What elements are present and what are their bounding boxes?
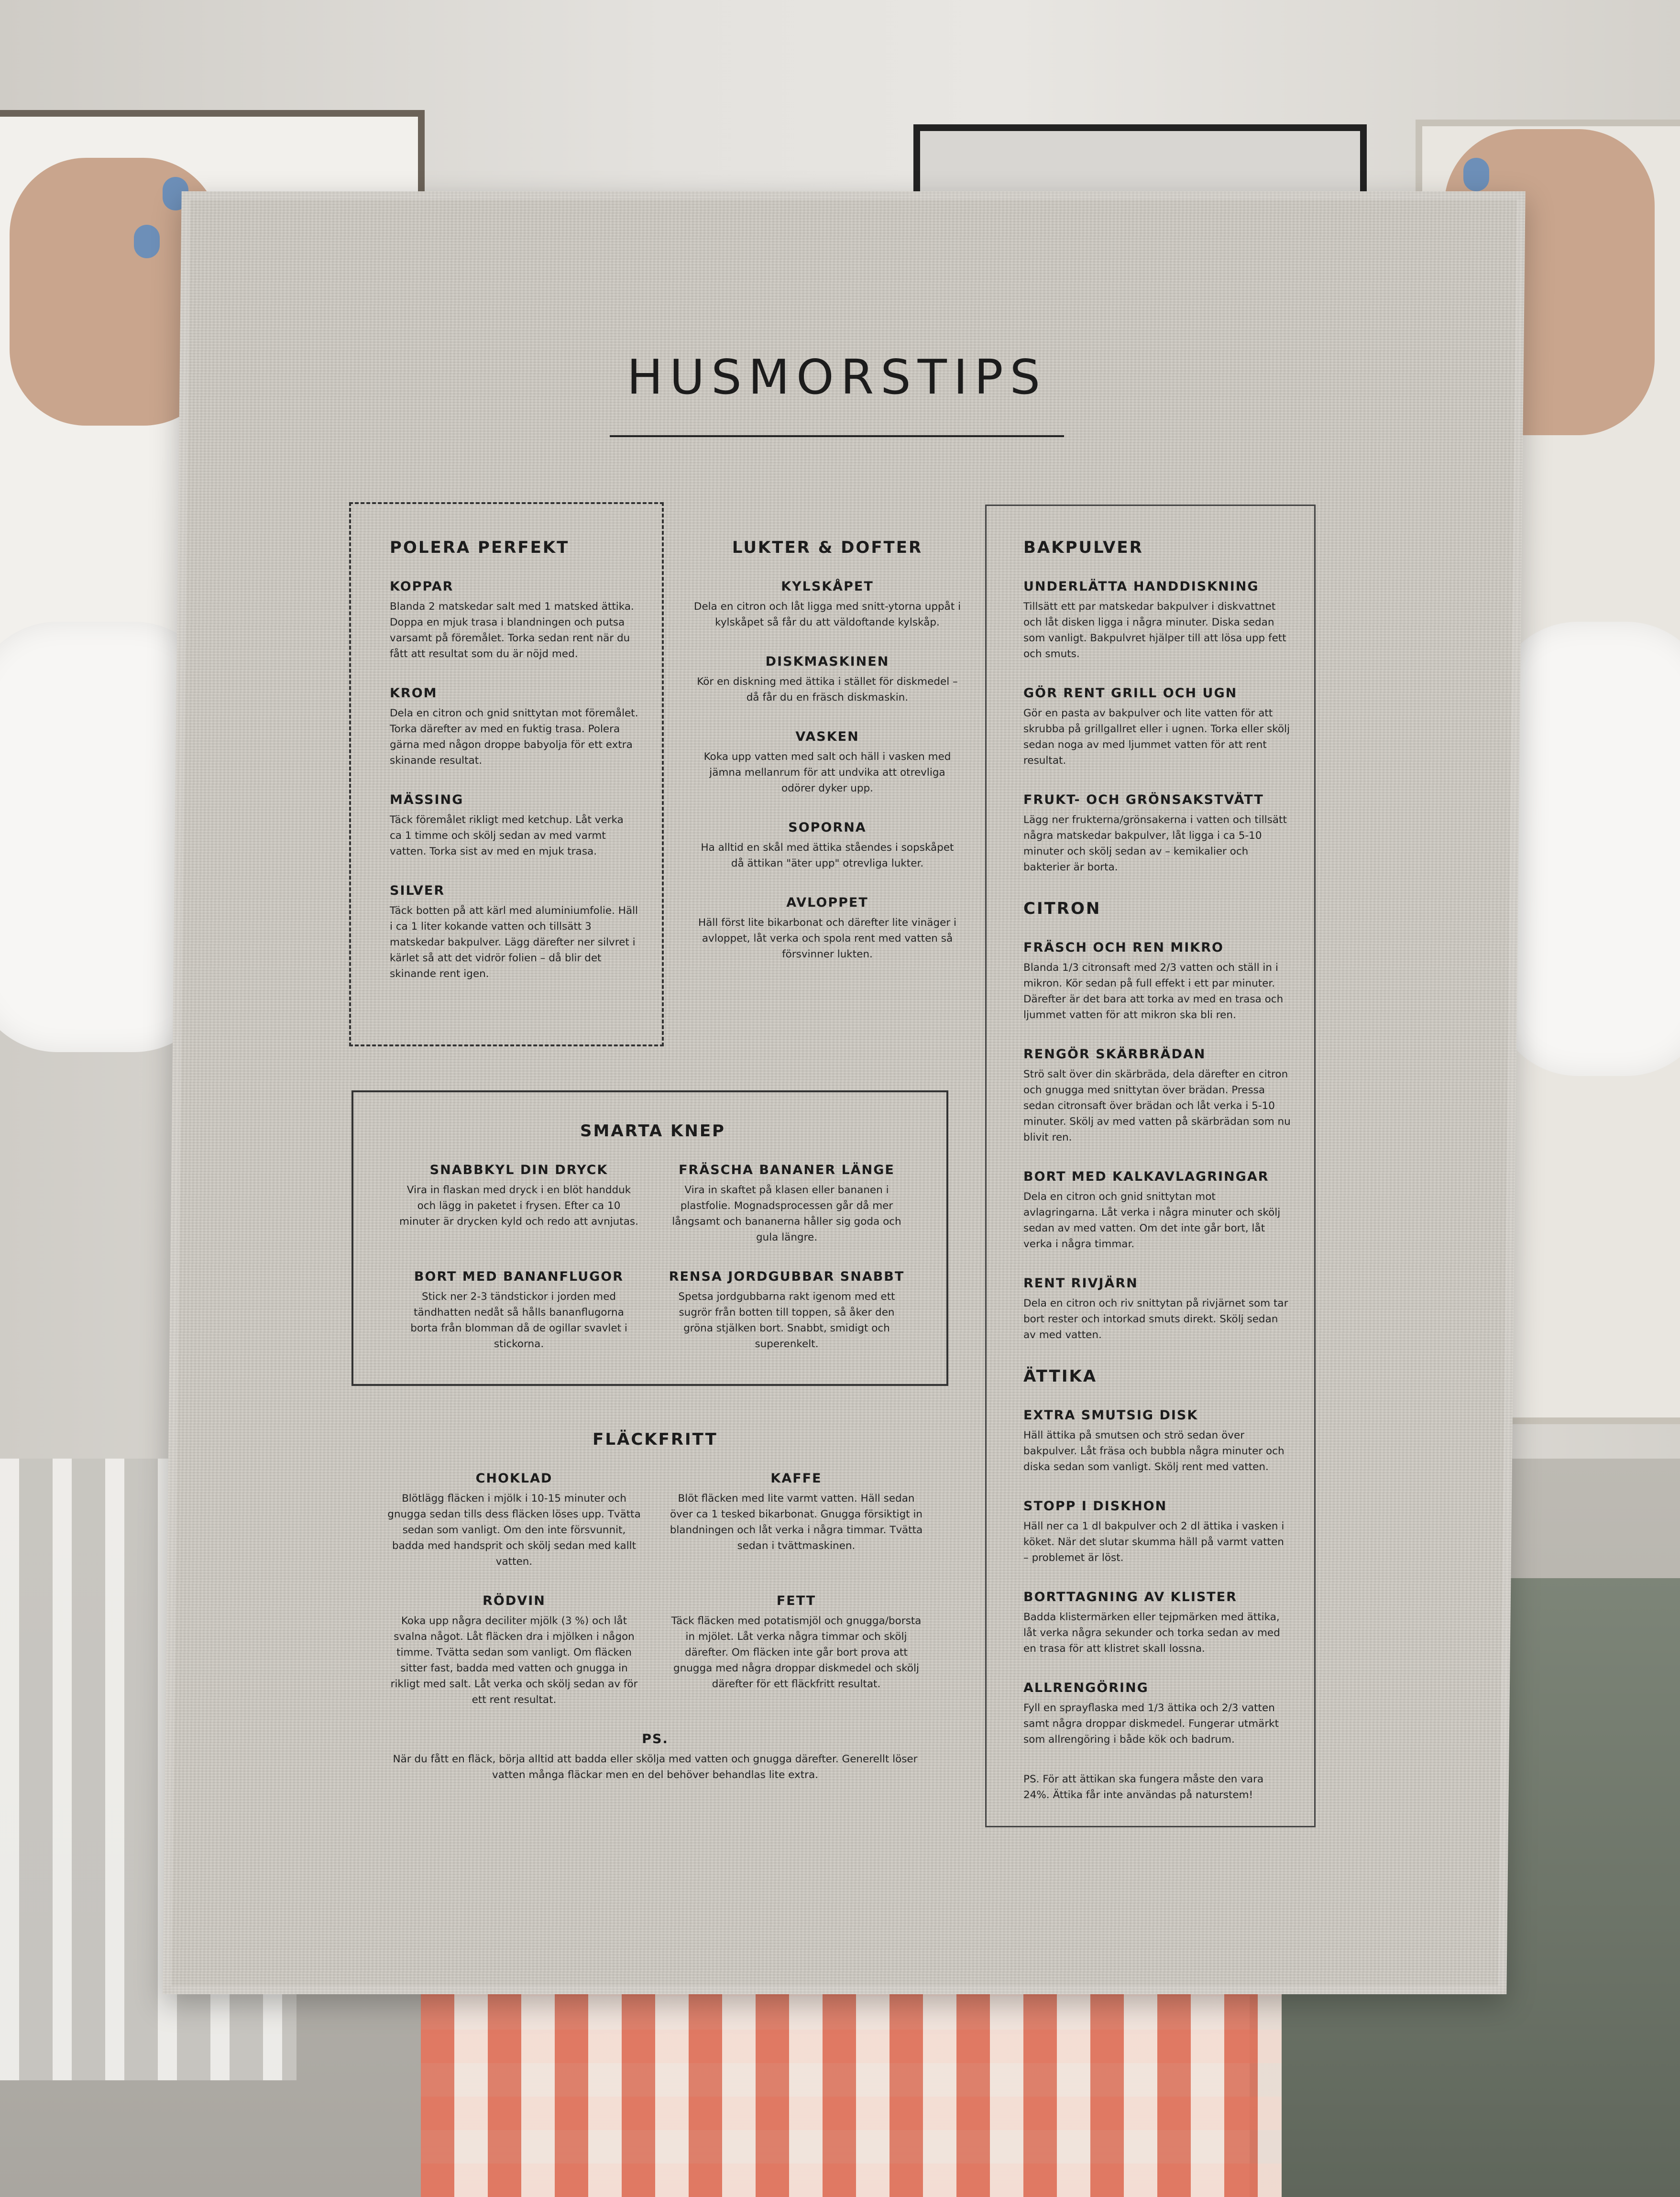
- page-title: HUSMORSTIPS: [626, 349, 1047, 405]
- item-text: Strö salt över din skärbräda, dela därefter en citron och gnugga med snittytan över brädan. Pressa sedan citronsaft över brädan och låt verka i 5-10 minuter. Skölj av med vatten på skärbrädan som nu blivit ren.: [1023, 1068, 1291, 1143]
- lukter-section: [693, 538, 961, 986]
- smarta-item: [399, 1269, 638, 1376]
- polera-item: [390, 686, 638, 769]
- attika-ps: PS. För att ättikan ska fungera måste den vara 24%. Ättika får inte användas på naturstem!: [1023, 1773, 1264, 1801]
- bakpulver-item: [1023, 792, 1291, 875]
- section-heading: CITRON: [1023, 899, 1101, 918]
- item-text: Kör en diskning med ättika i stället för diskmedel – då får du en fräsch diskmaskin.: [697, 676, 958, 703]
- item-text: Häll först lite bikarbonat och därefter lite vinäger i avloppet, låt verka och spola rent med vatten så försvinner lukten.: [698, 917, 956, 960]
- item-title: FRÄSCHA BANANER LÄNGE: [679, 1163, 895, 1177]
- item-title: FETT: [776, 1593, 816, 1608]
- smarta-item: [667, 1269, 906, 1376]
- item-title: SNABBKYL DIN DRYCK: [429, 1163, 608, 1177]
- title-underline: [610, 435, 1064, 437]
- polera-item: [390, 883, 638, 982]
- lukter-item: [693, 579, 961, 630]
- right-sleeve: [1492, 622, 1680, 1076]
- smarta-grid: [399, 1163, 906, 1376]
- section-heading: POLERA PERFEKT: [390, 538, 570, 557]
- item-title: CHOKLAD: [475, 1471, 553, 1486]
- lukter-item: [693, 654, 961, 705]
- citron-item: [1023, 940, 1291, 1023]
- flack-item: [670, 1593, 923, 1732]
- right-column: [1023, 538, 1291, 1827]
- flack-item: [387, 1471, 641, 1593]
- flack-ps: [387, 1732, 923, 1783]
- item-title: SILVER: [390, 883, 445, 898]
- smarta-item: [667, 1163, 906, 1269]
- section-heading: FLÄCKFRITT: [593, 1430, 718, 1449]
- ps-text: När du fått en fläck, börja alltid att badda eller skölja med vatten och gnugga därefter. Generellt löser vatten många fläckar men en del behöver behandlas lite extra.: [393, 1753, 918, 1781]
- lukter-item: [693, 895, 961, 962]
- item-text: Blöt fläcken med lite varmt vatten. Häll sedan över ca 1 tesked bikarbonat. Gnugga försiktigt in blandningen och låt verka i några timmar. Tvätta sedan i tvättmaskinen.: [670, 1493, 923, 1552]
- flack-item: [387, 1593, 641, 1732]
- attika-item: [1023, 1590, 1291, 1657]
- item-title: BORT MED KALKAVLAGRINGAR: [1023, 1169, 1269, 1184]
- citron-item: [1023, 1047, 1291, 1145]
- bakpulver-item: [1023, 686, 1291, 769]
- section-heading: LUKTER & DOFTER: [732, 538, 923, 557]
- lukter-item: [693, 729, 961, 796]
- item-title: FRÄSCH OCH REN MIKRO: [1023, 940, 1224, 955]
- item-text: Lägg ner frukterna/grönsakerna i vatten och tillsätt några matskedar bakpulver, låt ligga i ca 5-10 minuter och skölj sedan av – kemikalier och bakterier är borta.: [1023, 814, 1287, 873]
- item-title: KOPPAR: [390, 579, 454, 594]
- polera-item: [390, 792, 638, 859]
- flack-grid: [387, 1471, 923, 1732]
- item-text: Blanda 2 matskedar salt med 1 matsked ättika. Doppa en mjuk trasa i blandningen och putsa varsamt på föremålet. Torka sedan rent när du fått att resultat som du är nöjd med.: [390, 601, 634, 660]
- fingernail-icon: [1463, 158, 1489, 191]
- item-title: BORTTAGNING AV KLISTER: [1023, 1590, 1237, 1604]
- gingham-skirt: [421, 1970, 1282, 2197]
- smarta-item: [399, 1163, 638, 1269]
- section-heading: BAKPULVER: [1023, 538, 1143, 557]
- item-text: Koka upp vatten med salt och häll i vasken med jämna mellanrum för att undvika att otrevliga odörer dyker upp.: [703, 751, 951, 794]
- item-title: VASKEN: [795, 729, 859, 744]
- item-title: BORT MED BANANFLUGOR: [414, 1269, 624, 1284]
- ps-title: PS.: [642, 1732, 669, 1747]
- item-title: STOPP I DISKHON: [1023, 1499, 1167, 1514]
- item-text: Täck fläcken med potatismjöl och gnugga/borsta in mjölet. Låt verka några timmar och skölj därefter. Om fläcken inte går bort prova att gnugga med några droppar diskmedel och skölj därefter för ett fläckfritt resultat.: [671, 1615, 922, 1690]
- item-title: EXTRA SMUTSIG DISK: [1023, 1408, 1198, 1423]
- citron-item: [1023, 1276, 1291, 1343]
- item-title: ALLRENGÖRING: [1023, 1681, 1149, 1695]
- item-title: RENT RIVJÄRN: [1023, 1276, 1138, 1291]
- flack-item: [670, 1471, 923, 1593]
- item-text: Dela en citron och gnid snittytan mot föremålet. Torka därefter av med en fuktig trasa. Polera gärna med någon droppe babyolja för ett extra skinande resultat.: [390, 707, 638, 767]
- attika-item: [1023, 1681, 1291, 1747]
- attika-item: [1023, 1499, 1291, 1566]
- item-text: Vira in flaskan med dryck i en blöt handduk och lägg in paketet i frysen. Efter ca 10 minuter är drycken kyld och redo att avnjutas.: [399, 1184, 638, 1228]
- fingernail-icon: [134, 225, 160, 258]
- item-text: Badda klistermärken eller tejpmärken med ättika, låt verka några sekunder och torka sedan av med en trasa för att klistret skall lossna.: [1023, 1611, 1280, 1655]
- item-text: Dela en citron och låt ligga med snitt-ytorna uppåt i kylskåpet så får du att väldoftande kylskåp.: [693, 601, 961, 628]
- item-text: Täck föremålet rikligt med ketchup. Låt verka ca 1 timme och skölj sedan av med varmt vatten. Torka sist av med en mjuk trasa.: [390, 814, 624, 857]
- item-title: UNDERLÄTTA HANDDISKNING: [1023, 579, 1259, 594]
- item-title: DISKMASKINEN: [765, 654, 889, 669]
- item-text: Stick ner 2-3 tändstickor i jorden med tändhatten nedåt så hålls bananflugorna borta från blomman då de ogillar svavlet i stickorna.: [410, 1291, 627, 1350]
- item-text: Tillsätt ett par matskedar bakpulver i diskvattnet och låt disken ligga i några minuter. Diska sedan som vanligt. Bakpulvret hjälper till att lösa upp fett och smuts.: [1023, 601, 1286, 660]
- smarta-section: [399, 1121, 906, 1376]
- item-title: KAFFE: [770, 1471, 822, 1486]
- section-heading: SMARTA KNEP: [580, 1121, 725, 1141]
- item-title: KYLSKÅPET: [781, 579, 874, 594]
- polera-item: [390, 579, 638, 662]
- item-text: Dela en citron och gnid snittytan mot avlagringarna. Låt verka i några minuter och skölj sedan av med vatten. Om det inte går bort, låt verka i några timmar.: [1023, 1191, 1281, 1250]
- item-text: Häll ättika på smutsen och strö sedan över bakpulver. Låt fräsa och bubbla några minuter och diska sedan som vanligt. Skölj rent med vatten.: [1023, 1429, 1285, 1473]
- item-title: MÄSSING: [390, 792, 464, 807]
- item-title: SOPORNA: [788, 820, 867, 835]
- item-title: RÖDVIN: [483, 1593, 546, 1608]
- item-text: Koka upp några deciliter mjölk (3 %) och låt svalna något. Låt fläcken dra i mjölken i någon timme. Tvätta sedan som vanligt. Om fläcken sitter fast, badda med vatten och gnugga in rikligt med salt. Låt verka och skölj sedan av för ett rent resultat.: [390, 1615, 638, 1706]
- item-text: Fyll en sprayflaska med 1/3 ättika och 2/3 vatten samt några droppar diskmedel. Fungerar utmärkt som allrengöring i både kök och badrum.: [1023, 1702, 1279, 1746]
- item-text: Spetsa jordgubbarna rakt igenom med ett sugrör från botten till toppen, så åker den gröna stjälken bort. Snabbt, smidigt och superenkelt.: [678, 1291, 895, 1350]
- item-title: RENGÖR SKÄRBRÄDAN: [1023, 1047, 1206, 1062]
- lukter-item: [693, 820, 961, 871]
- item-text: Vira in skaftet på klasen eller bananen i plastfolie. Mognadsprocessen går då mer långsamt och bananerna håller sig goda och gula längre.: [672, 1184, 901, 1243]
- item-text: Ha alltid en skål med ättika ståendes i sopskåpet då ättikan "äter upp" otrevliga lukter.: [701, 842, 954, 869]
- section-heading: ÄTTIKA: [1023, 1367, 1098, 1386]
- item-text: Blanda 1/3 citronsaft med 2/3 vatten och ställ in i mikron. Kör sedan på full effekt i ett par minuter. Därefter är det bara att torka av med en trasa och ljummet vatten för att mikron ska bli ren.: [1023, 962, 1284, 1021]
- bakpulver-item: [1023, 579, 1291, 662]
- item-title: FRUKT- OCH GRÖNSAKSTVÄTT: [1023, 792, 1264, 807]
- polera-section: [390, 538, 638, 1006]
- item-title: GÖR RENT GRILL OCH UGN: [1023, 686, 1238, 701]
- item-title: KROM: [390, 686, 438, 701]
- item-title: RENSA JORDGUBBAR SNABBT: [669, 1269, 905, 1284]
- item-text: Gör en pasta av bakpulver och lite vatten för att skrubba på grillgallret eller i ugnen. Torka eller skölj sedan noga av med ljummet vatten för att rent resultat.: [1023, 707, 1290, 767]
- flack-section: [387, 1430, 923, 1807]
- item-text: Blötlägg fläcken i mjölk i 10-15 minuter och gnugga sedan tills dess fläcken löses upp. Tvätta sedan som vanligt. Om den inte försvunnit, badda med handsprit och skölj sedan med kallt vatten.: [387, 1493, 641, 1568]
- item-title: AVLOPPET: [786, 895, 868, 910]
- item-text: Häll ner ca 1 dl bakpulver och 2 dl ättika i vasken i köket. När det slutar skumma häll på varmt vatten – problemet är löst.: [1023, 1520, 1285, 1564]
- item-text: Dela en citron och riv snittytan på rivjärnet som tar bort rester och intorkad smuts direkt. Skölj sedan av med vatten.: [1023, 1297, 1288, 1341]
- attika-item: [1023, 1408, 1291, 1475]
- item-text: Täck botten på att kärl med aluminiumfolie. Häll i ca 1 liter kokande vatten och tillsätt 3 matskedar bakpulver. Lägg därefter ner silvret i kärlet så att det vidrör folien – då blir det skinande rent igen.: [390, 905, 638, 980]
- citron-item: [1023, 1169, 1291, 1252]
